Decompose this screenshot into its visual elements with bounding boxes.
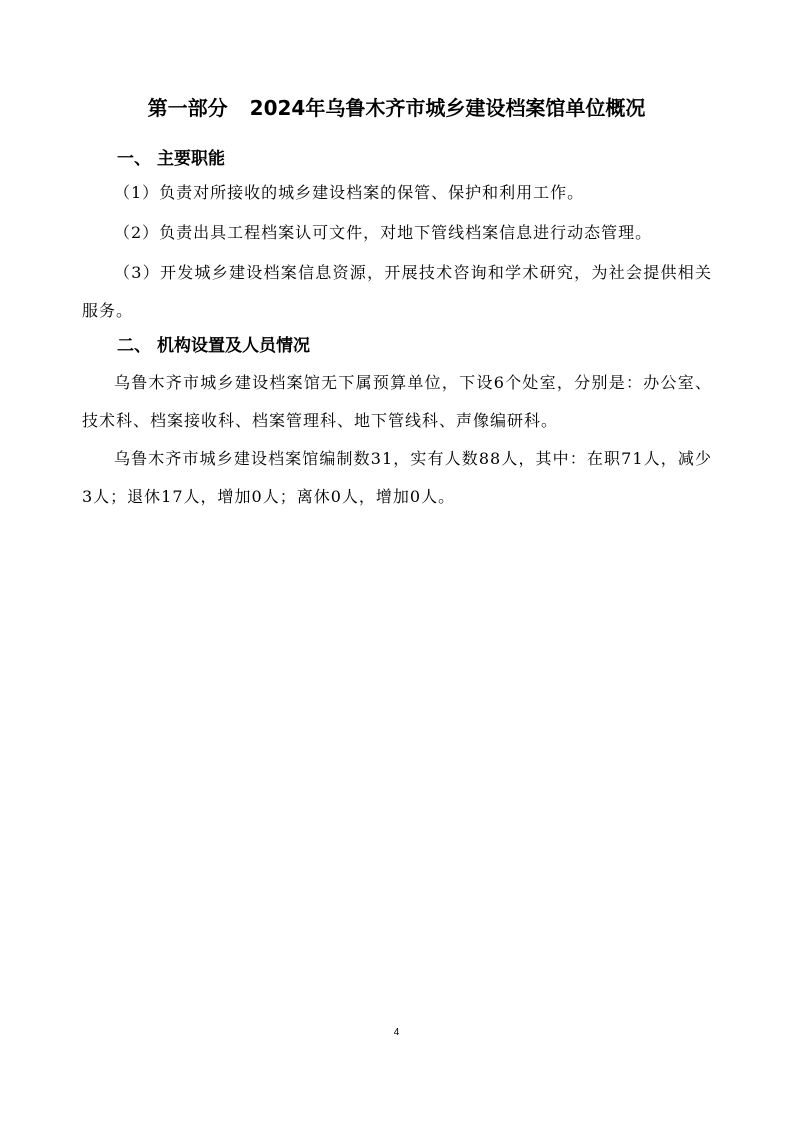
paragraph-function-1: （1）负责对所接收的城乡建设档案的保管、保护和利用工作。 [114, 183, 585, 202]
paragraph-staffing: 乌鲁木齐市城乡建设档案馆编制数31，实有人数88人，其中：在职71人，减少3人；退休17人，增加0人；离休0人，增加0人。 [82, 449, 712, 506]
page-title [0, 92, 793, 124]
title-part-label: 第一部分 [147, 96, 228, 120]
section-heading-text: 主要职能 [157, 149, 225, 169]
paragraph-departments: 乌鲁木齐市城乡建设档案馆无下属预算单位，下设6个处室，分别是：办公室、技术科、档案接收科、档案管理科、地下管线科、声像编研科。 [82, 373, 712, 430]
section-heading-main-functions [117, 145, 225, 173]
section-number: 二、 [117, 336, 151, 356]
page-number: 4 [393, 1027, 400, 1038]
paragraph-function-3: （3）开发城乡建设档案信息资源，开展技术咨询和学术研究，为社会提供相关服务。 [82, 263, 712, 320]
section-heading-text: 机构设置及人员情况 [157, 336, 310, 356]
paragraph-function-2: （2）负责出具工程档案认可文件，对地下管线档案信息进行动态管理。 [114, 223, 653, 242]
section-number: 一、 [117, 149, 151, 169]
section-heading-organization [117, 332, 310, 360]
title-main-text: 2024年乌鲁木齐市城乡建设档案馆单位概况 [249, 96, 646, 120]
